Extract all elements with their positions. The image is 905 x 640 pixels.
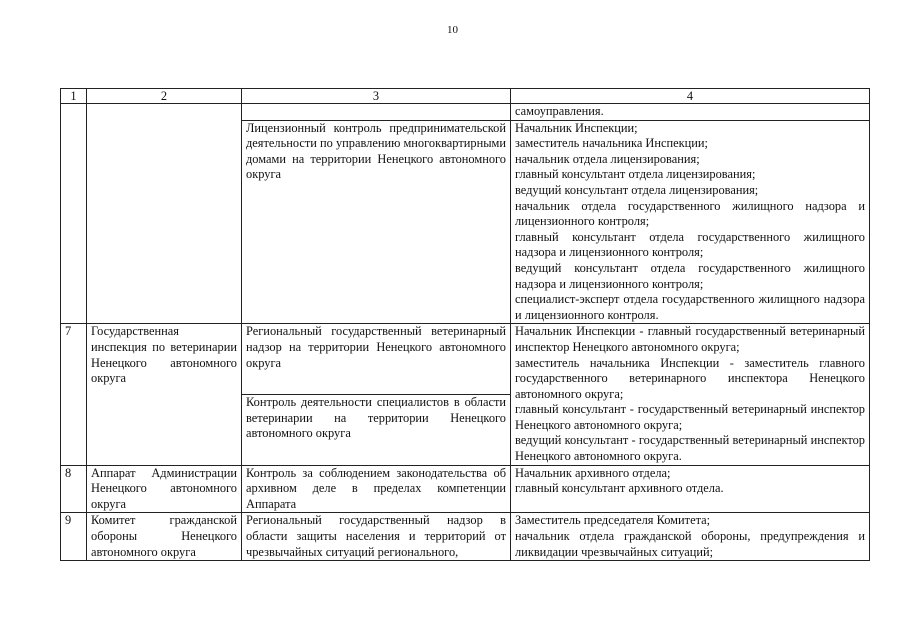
row-number: 9 <box>61 513 87 561</box>
official-item: ведущий консультант отдела государственного жилищного надзора и лицензионного контроля; <box>515 260 865 291</box>
row-number <box>61 104 87 324</box>
control-name <box>242 104 511 121</box>
official-item: ведущий консультант - государственный ветеринарный инспектор Ненецкого автономного округа. <box>515 433 865 464</box>
official-item: Начальник Инспекции; <box>515 120 638 135</box>
control-bodies-table <box>60 88 870 561</box>
official-item: Начальник Инспекции - главный государственный ветеринарный инспектор Ненецкого автономного округа; <box>515 324 865 354</box>
header-col-1: 1 <box>61 89 87 104</box>
header-row <box>61 89 870 104</box>
official-item: специалист-эксперт отдела государственного жилищного надзора и лицензионного контроля. <box>515 292 865 322</box>
control-name: Контроль деятельности специалистов в области ветеринарии на территории Ненецкого автономного округа <box>242 394 511 465</box>
officials-cell <box>511 465 870 513</box>
row-number: 7 <box>61 324 87 465</box>
row-body: Аппарат Администрации Ненецкого автономного округа <box>87 465 242 513</box>
row-body: Комитет гражданской обороны Ненецкого автономного округа <box>87 513 242 561</box>
control-name: Региональный государственный надзор в области защиты населения и территорий от чрезвычайных ситуаций регионального, <box>242 513 511 561</box>
officials-cell <box>511 104 870 121</box>
official-item: Начальник архивного отдела; <box>515 465 671 480</box>
table-row <box>61 324 870 395</box>
official-item: начальник отдела гражданской обороны, предупреждения и ликвидации чрезвычайных ситуаций; <box>515 529 865 559</box>
official-item: заместитель начальника Инспекции - заместитель главного государственного ветеринарного инспектора Ненецкого автономного округа; <box>515 355 865 401</box>
header-col-4: 4 <box>511 89 870 104</box>
official-item: начальник отдела государственного жилищного надзора и лицензионного контроля; <box>515 198 865 229</box>
officials-cell <box>511 324 870 465</box>
control-name: Региональный государственный ветеринарный надзор на территории Ненецкого автономного округа <box>242 324 511 395</box>
official-item: главный консультант отдела государственного жилищного надзора и лицензионного контроля; <box>515 229 865 260</box>
row-number: 8 <box>61 465 87 513</box>
header-col-3: 3 <box>242 89 511 104</box>
table-row <box>61 513 870 561</box>
official-item: ведущий консультант отдела лицензирования; <box>515 182 759 197</box>
official-item: Заместитель председателя Комитета; <box>515 513 711 528</box>
row-body <box>87 104 242 324</box>
official-item: самоуправления. <box>515 104 604 118</box>
header-col-2: 2 <box>87 89 242 104</box>
official-item: заместитель начальника Инспекции; <box>515 136 708 151</box>
official-item: начальник отдела лицензирования; <box>515 151 700 166</box>
page-number: 10 <box>447 24 458 36</box>
official-item: главный консультант архивного отдела. <box>515 481 724 496</box>
table-row <box>61 104 870 121</box>
row-body: Государственная инспекция по ветеринарии Ненецкого автономного округа <box>87 324 242 465</box>
officials-cell <box>511 120 870 324</box>
table-row <box>61 465 870 513</box>
officials-cell <box>511 513 870 561</box>
official-item: главный консультант отдела лицензирования; <box>515 167 756 182</box>
control-name: Лицензионный контроль предпринимательской деятельности по управлению многоквартирными домами на территории Ненецкого автономного округа <box>242 120 511 324</box>
official-item: главный консультант - государственный ветеринарный инспектор Ненецкого автономного округа; <box>515 402 865 432</box>
control-name: Контроль за соблюдением законодательства об архивном деле в пределах компетенции Аппарата <box>242 465 511 513</box>
